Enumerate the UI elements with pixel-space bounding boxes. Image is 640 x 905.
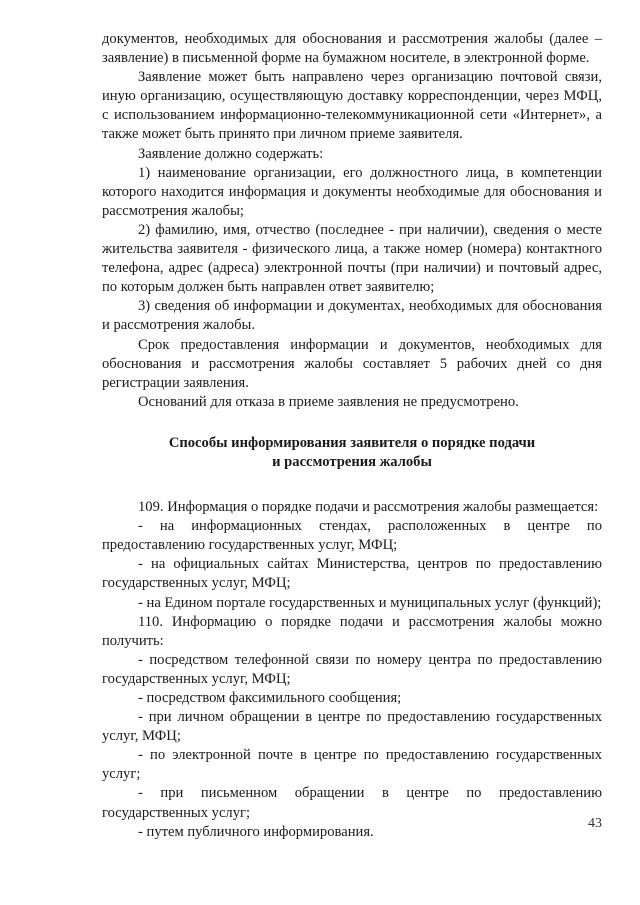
section-heading xyxy=(102,434,602,472)
list-item: - посредством телефонной связи по номеру центра по предоставлению государственных услуг, МФЦ; xyxy=(102,651,602,687)
list-item: - на информационных стендах, расположенных в центре по предоставлению государственных услуг, МФЦ; xyxy=(102,518,602,554)
list-item: 3) сведения об информации и документах, необходимых для обоснования и рассмотрения жалобы. xyxy=(102,298,602,334)
document-page xyxy=(102,30,602,842)
paragraph: документов, необходимых для обоснования и рассмотрения жалобы (далее – заявление) в письменной форме на бумажном носителе, в электронной форме. xyxy=(102,31,602,67)
list-item: 1) наименование организации, его должностного лица, в компетенции которого находится информация и документы необходимые для обоснования и рассмотрения жалобы; xyxy=(102,164,602,219)
section-heading-line-2: и рассмотрения жалобы xyxy=(272,453,432,470)
list-item: - на официальных сайтах Министерства, центров по предоставлению государственных услуг, МФЦ; xyxy=(102,556,602,592)
paragraph: 110. Информацию о порядке подачи и рассмотрения жалобы можно получить: xyxy=(102,613,602,649)
list-item: - при личном обращении в центре по предоставлению государственных услуг, МФЦ; xyxy=(102,709,602,745)
paragraph: Срок предоставления информации и документов, необходимых для обоснования и рассмотрения жалобы составляет 5 рабочих дней со дня регистрации заявления. xyxy=(102,336,602,391)
paragraph: Заявление может быть направлено через организацию почтовой связи, иную организацию, осуществляющую доставку корреспонденции, через МФЦ, с использованием информационно-телекоммуникационной сети «Интернет», а также может быть принято при личном приеме заявителя. xyxy=(102,69,602,143)
list-item: - при письменном обращении в центре по предоставлению государственных услуг; xyxy=(102,785,602,821)
paragraph: Оснований для отказа в приеме заявления не предусмотрено. xyxy=(138,393,519,410)
section-heading-line-1: Способы информирования заявителя о порядке подачи xyxy=(168,434,536,451)
list-item: 2) фамилию, имя, отчество (последнее - при наличии), сведения о месте жительства заявителя - физического лица, а также номер (номера) контактного телефона, адрес (адреса) электронной почты (при наличии) и почтовый адрес, по которым должен быть направлен ответ заявителю; xyxy=(102,221,602,296)
list-item: - путем публичного информирования. xyxy=(138,823,374,840)
list-item: - по электронной почте в центре по предоставлению государственных услуг; xyxy=(102,747,602,783)
paragraph: 109. Информация о порядке подачи и рассмотрения жалобы размещается: xyxy=(138,499,599,516)
page-number: 43 xyxy=(588,816,602,831)
list-item: - на Едином портале государственных и муниципальных услуг (функций); xyxy=(138,594,602,611)
paragraph: Заявление должно содержать: xyxy=(138,145,324,162)
list-item: - посредством факсимильного сообщения; xyxy=(138,690,402,706)
